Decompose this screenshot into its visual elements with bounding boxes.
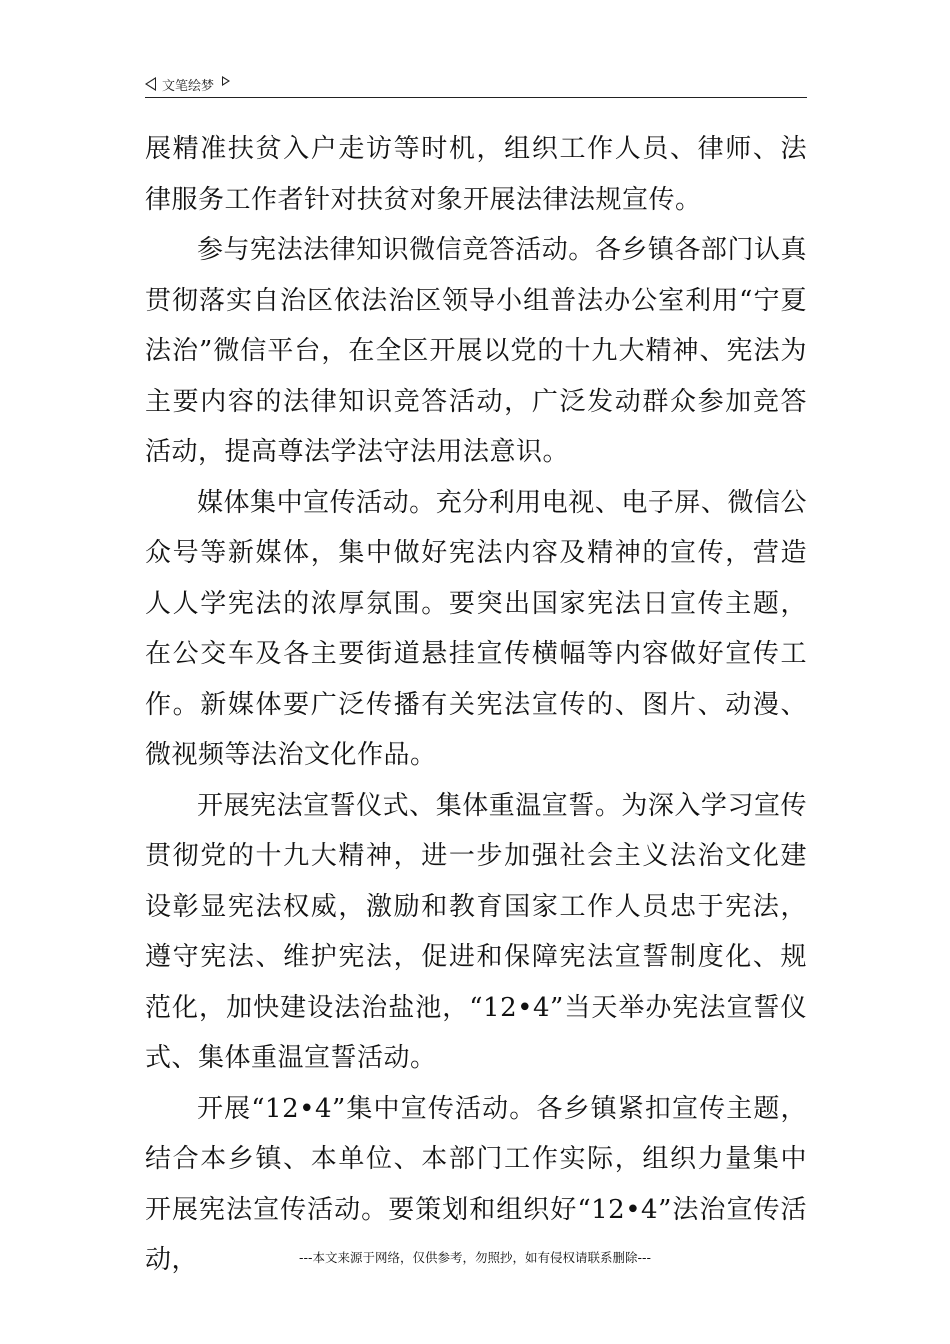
paragraph-dec4-campaign: 开展“12•4”集中宣传活动。各乡镇紧扣宣传主题，结合本乡镇、本单位、本部门工作实际，组织力量集中开展宪法宣传活动。要策划和组织好“12•4”法治宣传活动， <box>145 1093 807 1275</box>
document-body <box>145 124 807 1286</box>
triangle-right-icon <box>222 76 230 86</box>
triangle-left-icon <box>145 77 156 91</box>
page-footer-disclaimer: ---本文来源于网络，仅供参考，勿照抄，如有侵权请联系删除--- <box>298 1250 652 1265</box>
page-header <box>145 73 807 95</box>
header-divider <box>145 97 807 98</box>
paragraph-wechat-quiz: 参与宪法法律知识微信竞答活动。各乡镇各部门认真贯彻落实自治区依法治区领导小组普法办公室利用“宁夏法治”微信平台，在全区开展以党的十九大精神、宪法为主要内容的法律知识竞答活动，广泛发动群众参加竞答活动，提高尊法学法守法用法意识。 <box>145 235 807 467</box>
paragraph-continuation: 展精准扶贫入户走访等时机，组织工作人员、律师、法律服务工作者针对扶贫对象开展法律法规宣传。 <box>145 134 807 215</box>
paragraph-media-campaign: 媒体集中宣传活动。充分利用电视、电子屏、微信公众号等新媒体，集中做好宪法内容及精神的宣传，营造人人学宪法的浓厚氛围。要突出国家宪法日宣传主题，在公交车及各主要街道悬挂宣传横幅等内容做好宣传工作。新媒体要广泛传播有关宪法宣传的、图片、动漫、微视频等法治文化作品。 <box>145 487 807 770</box>
paragraph-oath-ceremony: 开展宪法宣誓仪式、集体重温宣誓。为深入学习宣传贯彻党的十九大精神，进一步加强社会主义法治文化建设彰显宪法权威，激励和教育国家工作人员忠于宪法，遵守宪法、维护宪法，促进和保障宪法宣誓制度化、规范化，加快建设法治盐池，“12•4”当天举办宪法宣誓仪式、集体重温宣誓活动。 <box>145 790 807 1073</box>
header-title: 文笔绘梦 <box>162 78 215 94</box>
